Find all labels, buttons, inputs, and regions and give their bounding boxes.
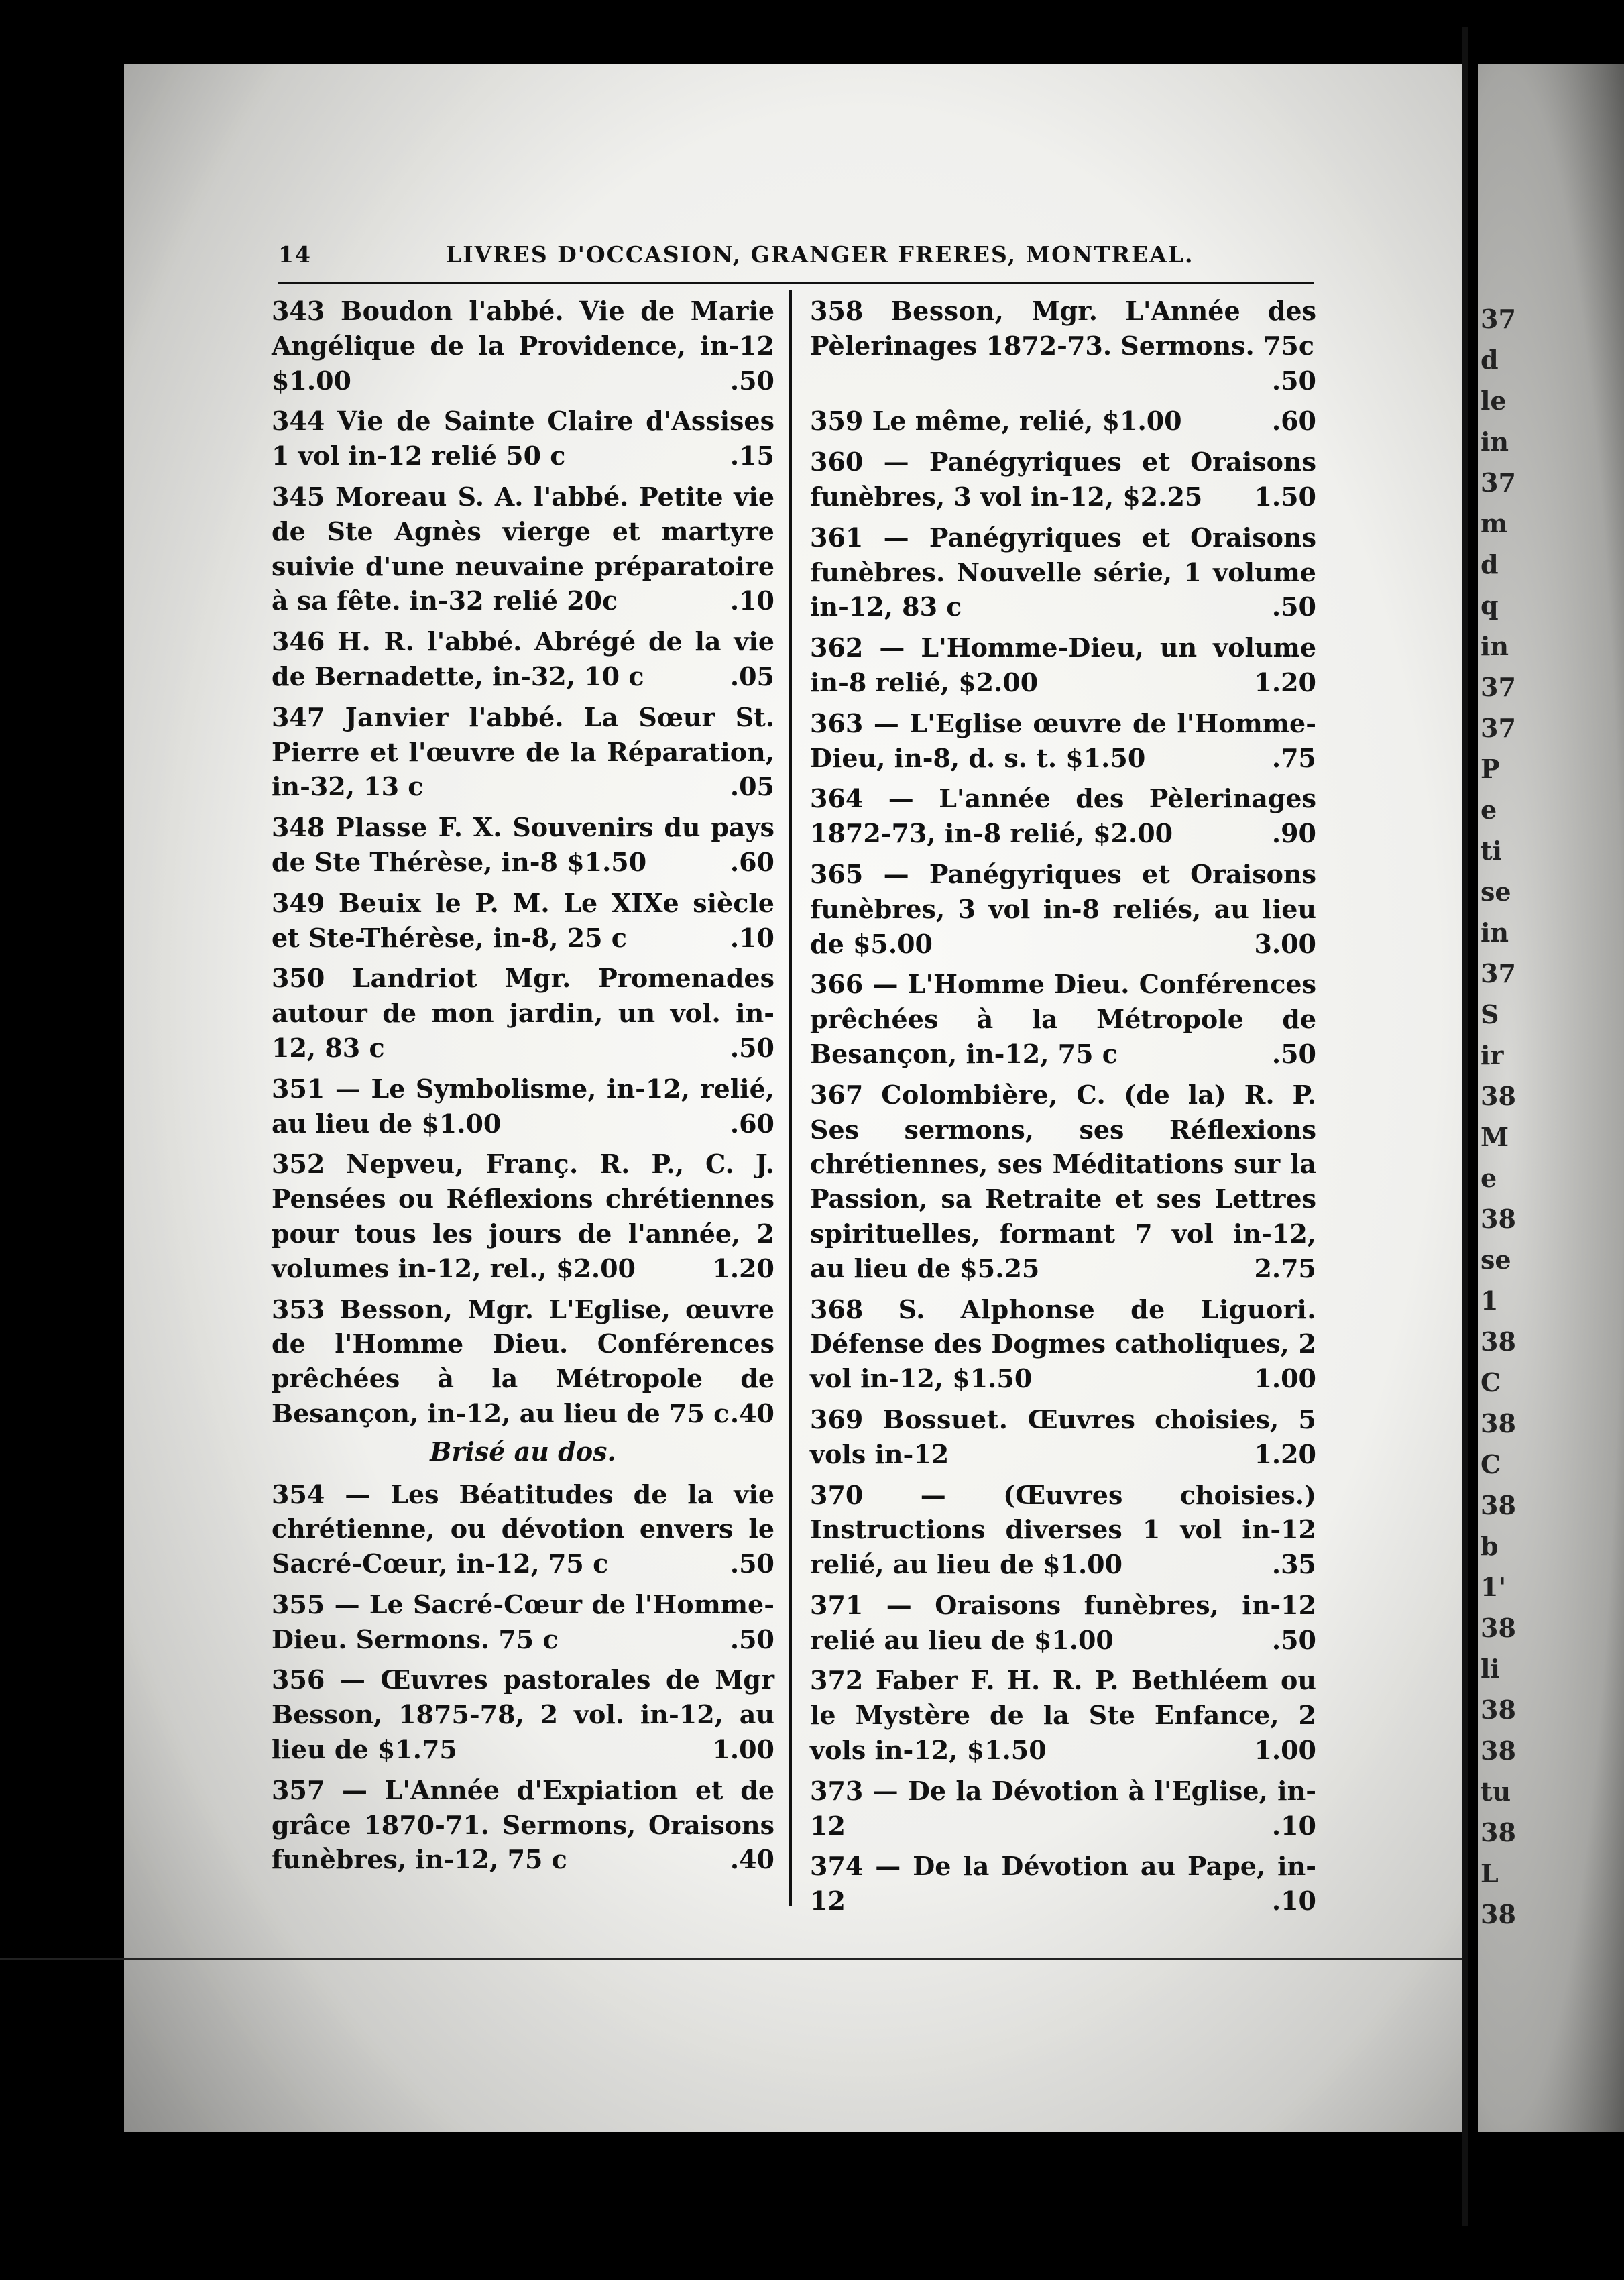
entry-number: 373 [810,1775,864,1806]
entry-number: 344 [272,406,325,437]
facing-page-fragment: C [1481,1367,1501,1398]
facing-page-fragment: 37 [1481,467,1516,498]
catalog-entry [810,445,1316,514]
facing-page-fragment: 38 [1481,1408,1516,1438]
entry-number: 368 [810,1294,864,1324]
entry-description: Mgr. L'Année des Pèlerinages 1872-73. Sermons. 75c [810,296,1316,361]
condition-note: Brisé au dos. [430,1436,616,1467]
catalog-entry [810,1292,1316,1396]
entry-price: .60 [1271,406,1316,437]
catalog-entry [810,1588,1316,1658]
entry-price: .10 [730,585,774,616]
entry-description: — L'Année d'Expiation et de grâce 1870-71. Sermons, Oraisons funèbres, in-12, 75 c [272,1774,774,1875]
entry-description: — L'Homme-Dieu, un volume in-8 relié, $2.00 [810,632,1316,697]
catalog-entry [810,1478,1316,1582]
entry-number: 354 [272,1479,325,1509]
entry-number: 369 [810,1404,864,1434]
entry-number: 343 [272,296,325,326]
facing-page-fragment: 37 [1481,672,1516,702]
facing-page-fragment: 1' [1481,1572,1507,1602]
entry-description: — Panégyriques et Oraisons funèbres, 3 vol in-12, $2.25 [810,447,1317,512]
entry-price: .05 [730,771,774,802]
facing-page-fragment: in [1481,631,1509,661]
entry-number: 356 [272,1664,325,1695]
facing-page-fragment: M [1481,1122,1509,1152]
catalog-entry [810,781,1316,851]
catalog-entry [272,1147,774,1286]
catalog-entry [272,479,774,618]
entry-number: 358 [810,296,864,326]
facing-page-fragment: 38 [1481,1490,1516,1520]
entry-price: .40 [730,1844,774,1875]
entry-description: l'abbé. La Sœur St. Pierre et l'œuvre de la Réparation, in-32, 13 c [272,701,775,802]
entry-number: 366 [810,969,864,1000]
entry-description: — L'Eglise œuvre de l'Homme-Dieu, in-8, d. s. t. $1.50 [810,707,1316,773]
entry-price: 1.20 [712,1253,774,1284]
entry-number: 350 [272,963,325,994]
entry-price: 1.00 [712,1734,774,1765]
catalog-entry [272,1587,774,1657]
facing-page-fragment: 37 [1481,713,1516,743]
entry-price: .50 [730,1623,774,1654]
catalog-entry [810,1402,1316,1472]
entry-price: .10 [1271,1810,1316,1841]
entry-number: 372 [810,1665,864,1696]
facing-page-fragment: 38 [1481,1899,1516,1929]
catalog-entry [272,810,774,880]
facing-page-fragment: li [1481,1654,1500,1684]
facing-page-fragment: S [1481,999,1499,1029]
facing-page-fragment: e [1481,795,1497,825]
entry-price: 1.20 [1254,667,1316,697]
facing-page-fragment: m [1481,508,1508,538]
facing-page-fragment: 38 [1481,1081,1516,1111]
catalog-entry [810,1849,1316,1919]
entry-author: Bossuet. [882,1404,1008,1434]
entry-description: Œuvres choisies, 5 vols in-12 [810,1404,1316,1469]
entry-description: — Panégyriques et Oraisons funèbres. Nouvelle série, 1 volume in-12, 83 c [810,522,1317,622]
catalog-entry [810,967,1316,1071]
catalog-entry [272,624,774,694]
entry-description: F. X. Souvenirs du pays de Ste Thérèse, in-8 $1.50 [272,812,774,877]
entry-price: .50 [1271,591,1316,622]
entry-price: .50 [730,1032,774,1063]
facing-page-fragment: q [1481,590,1499,620]
entry-price: .05 [730,661,774,691]
entry-description: Le même, relié, $1.00 [872,406,1182,437]
facing-page-fragment: d [1481,549,1499,579]
catalog-entry [272,294,774,398]
catalog-entry [810,1663,1316,1767]
entry-description: — L'année des Pèlerinages 1872-73, in-8 relié, $2.00 [810,783,1316,849]
facing-page-fragment: ti [1481,836,1502,866]
entry-description: l'abbé. Abrégé de la vie de Bernadette, in-32, 10 c [272,626,775,691]
catalog-entry [810,520,1316,624]
entry-price: .75 [1271,742,1316,773]
facing-page-fragment: 37 [1481,304,1516,334]
entry-price: .40 [730,1398,774,1428]
entry-author: Boudon [341,296,453,326]
facing-page-fragment: 38 [1481,1204,1516,1234]
entry-price: .10 [730,922,774,953]
entry-number: 360 [810,447,864,477]
catalog-entry [810,294,1316,398]
entry-description: — De la Dévotion au Pape, in-12 [810,1851,1316,1917]
facing-page-fragment: 38 [1481,1735,1516,1766]
entry-description: Mgr. L'Eglise, œuvre de l'Homme Dieu. Conférences prêchées à la Métropole de Besançon, in-12, au lieu de 75 c [272,1294,775,1428]
catalog-entry [810,630,1316,700]
entry-author: Nepveu, Franç. [346,1149,579,1180]
entry-description: — De la Dévotion à l'Eglise, in-12 [810,1775,1316,1841]
facing-page-fragment: 1 [1481,1286,1499,1316]
facing-page-fragment: P [1481,754,1500,784]
entry-price: 1.00 [1254,1363,1316,1394]
catalog-entry [810,404,1316,439]
entry-description: R. P., C. J. Pensées ou Réflexions chrétiennes pour tous les jours de l'année, 2 volumes in-12, rel., $2.00 [272,1149,775,1284]
entry-description: — (Œuvres choisies.) Instructions diverses 1 vol in-12 relié, au lieu de $1.00 [810,1479,1316,1580]
entry-number: 362 [810,632,864,663]
entry-number: 361 [810,522,864,553]
catalog-entry [272,1662,774,1766]
header-rule [278,282,1314,284]
entry-price: .50 [730,1548,774,1579]
facing-page-fragment: 38 [1481,1695,1516,1725]
entry-author: Janvier [345,701,449,732]
entry-description: Mgr. Promenades autour de mon jardin, un vol. in-12, 83 c [272,963,775,1063]
entry-description: — Oraisons funèbres, in-12 relié au lieu de $1.00 [810,1589,1317,1655]
entry-price: 1.00 [1254,1735,1316,1766]
column-divider [789,290,792,1906]
entry-price: .10 [1271,1886,1316,1917]
entry-price: .90 [1271,818,1316,849]
binding-gutter [1462,27,1468,2226]
entry-price: .50 [1271,1624,1316,1655]
entry-price: .50 [730,365,774,396]
entry-author: Moreau [335,481,447,512]
facing-page-fragment: 38 [1481,1817,1516,1847]
entry-author: S. Alphonse de Liguori. [898,1294,1316,1324]
entry-author: Landriot [352,963,478,994]
facing-page-fragment: e [1481,1163,1497,1193]
facing-page-fragment: d [1481,345,1499,375]
entry-description: le P. M. Le XIXe siècle et Ste-Thérèse, in-8, 25 c [272,887,774,953]
entry-price: .15 [730,441,774,471]
catalog-entry [272,700,774,804]
entry-number: 348 [272,812,325,843]
entry-price: 1.20 [1254,1438,1316,1469]
entry-number: 359 [810,406,864,437]
entry-number: 363 [810,707,864,738]
catalog-entry [272,1477,774,1581]
facing-page-fragment: se [1481,876,1511,907]
entry-description: — Le Sacré-Cœur de l'Homme-Dieu. Sermons. 75 c [272,1589,774,1654]
entry-number: 355 [272,1589,325,1619]
facing-page-fragment: tu [1481,1776,1511,1807]
catalog-entry [272,1773,774,1877]
entry-price: 2.75 [1254,1253,1316,1284]
catalog-entry [810,706,1316,776]
page-bottom-rule [0,1958,1462,1960]
entry-author: H. R. [337,626,415,657]
catalog-entry [272,961,774,1065]
entry-number: 345 [272,481,325,512]
entry-price: .60 [730,846,774,877]
entry-price: .35 [1271,1549,1316,1580]
entry-author: Besson, [890,296,1004,326]
entry-description: Défense des Dogmes catholiques, 2 vol in-12, $1.50 [810,1328,1316,1394]
facing-page-fragment: ir [1481,1040,1504,1070]
entry-number: 349 [272,887,325,918]
facing-page-fragment: b [1481,1531,1499,1561]
facing-page-fragment: le [1481,386,1507,416]
catalog-entry [272,886,774,956]
entry-description: l'abbé. Vie de Marie Angélique de la Providence, in-12 $1.00 [272,296,775,396]
entry-number: 352 [272,1149,325,1180]
entry-number: 371 [810,1589,864,1620]
entry-number: 346 [272,626,325,657]
entry-description: (de la) R. P. Ses sermons, ses Réflexions chrétiennes, ses Méditations sur la Passion, sa Retraite et ses Lettres spirituelles, formant 7 vol in-12, au lieu de $5.25 [810,1079,1316,1284]
entry-price: .50 [1271,1038,1316,1069]
entry-number: 347 [272,701,325,732]
page-title: LIVRES D'OCCASION, GRANGER FRERES, MONTREAL. [446,241,1194,268]
entry-price: .50 [1271,365,1316,396]
entry-author: Colombière, C. [881,1079,1106,1110]
entry-author: Plasse [335,812,428,843]
entry-author: Besson, [339,1294,453,1324]
facing-page-fragment: C [1481,1449,1501,1479]
entry-description: Sainte Claire d'Assises 1 vol in-12 relié 50 c [272,406,775,471]
left-column [272,294,774,1883]
catalog-entry [272,1292,774,1431]
entry-price: .60 [730,1108,774,1139]
entry-number: 364 [810,783,864,814]
entry-description: — Œuvres pastorales de Mgr Besson, 1875-78, 2 vol. in-12, au lieu de $1.75 [272,1664,774,1765]
entry-price: 3.00 [1254,928,1316,959]
facing-page-fragment: L [1481,1858,1499,1888]
right-column [810,294,1316,1925]
entry-author: Vie de [337,406,432,437]
entry-number: 374 [810,1851,864,1882]
entry-number: 370 [810,1479,864,1510]
catalog-entry [272,1072,774,1141]
entry-number: 367 [810,1079,864,1110]
entry-number: 353 [272,1294,325,1324]
facing-page-fragment: 38 [1481,1326,1516,1357]
catalog-entry [272,404,774,473]
facing-page-fragment: 37 [1481,958,1516,988]
facing-page-fragment: in [1481,917,1509,948]
entry-price: 1.50 [1254,481,1316,512]
entry-description: — Les Béatitudes de la vie chrétienne, ou dévotion envers le Sacré-Cœur, in-12, 75 c [272,1479,774,1579]
running-header [278,241,1324,274]
entry-description: — Panégyriques et Oraisons funèbres, 3 vol in-8 reliés, au lieu de $5.00 [810,858,1317,959]
entry-number: 365 [810,858,864,889]
page-number: 14 [278,241,312,268]
catalog-entry [810,1078,1316,1286]
catalog-entry [810,1774,1316,1843]
facing-page-fragment: 38 [1481,1613,1516,1643]
entry-author: Beuix [338,887,422,918]
entry-number: 357 [272,1774,325,1805]
entry-description: — Le Symbolisme, in-12, relié, au lieu de $1.00 [272,1073,775,1139]
facing-page-fragment: in [1481,426,1509,457]
entry-description: — L'Homme Dieu. Conférences prêchées à la Métropole de Besançon, in-12, 75 c [810,969,1316,1069]
entry-description: F. H. R. P. Bethléem ou le Mystère de la Ste Enfance, 2 vols in-12, $1.50 [810,1665,1316,1766]
facing-page-fragment: se [1481,1245,1511,1275]
catalog-entry [810,857,1316,961]
entry-number: 351 [272,1073,325,1104]
entry-author: Faber [875,1665,958,1696]
entry-description: S. A. l'abbé. Petite vie de Ste Agnès vierge et martyre suivie d'une neuvaine préparatoire à sa fête. in-32 relié 20c [272,481,774,616]
